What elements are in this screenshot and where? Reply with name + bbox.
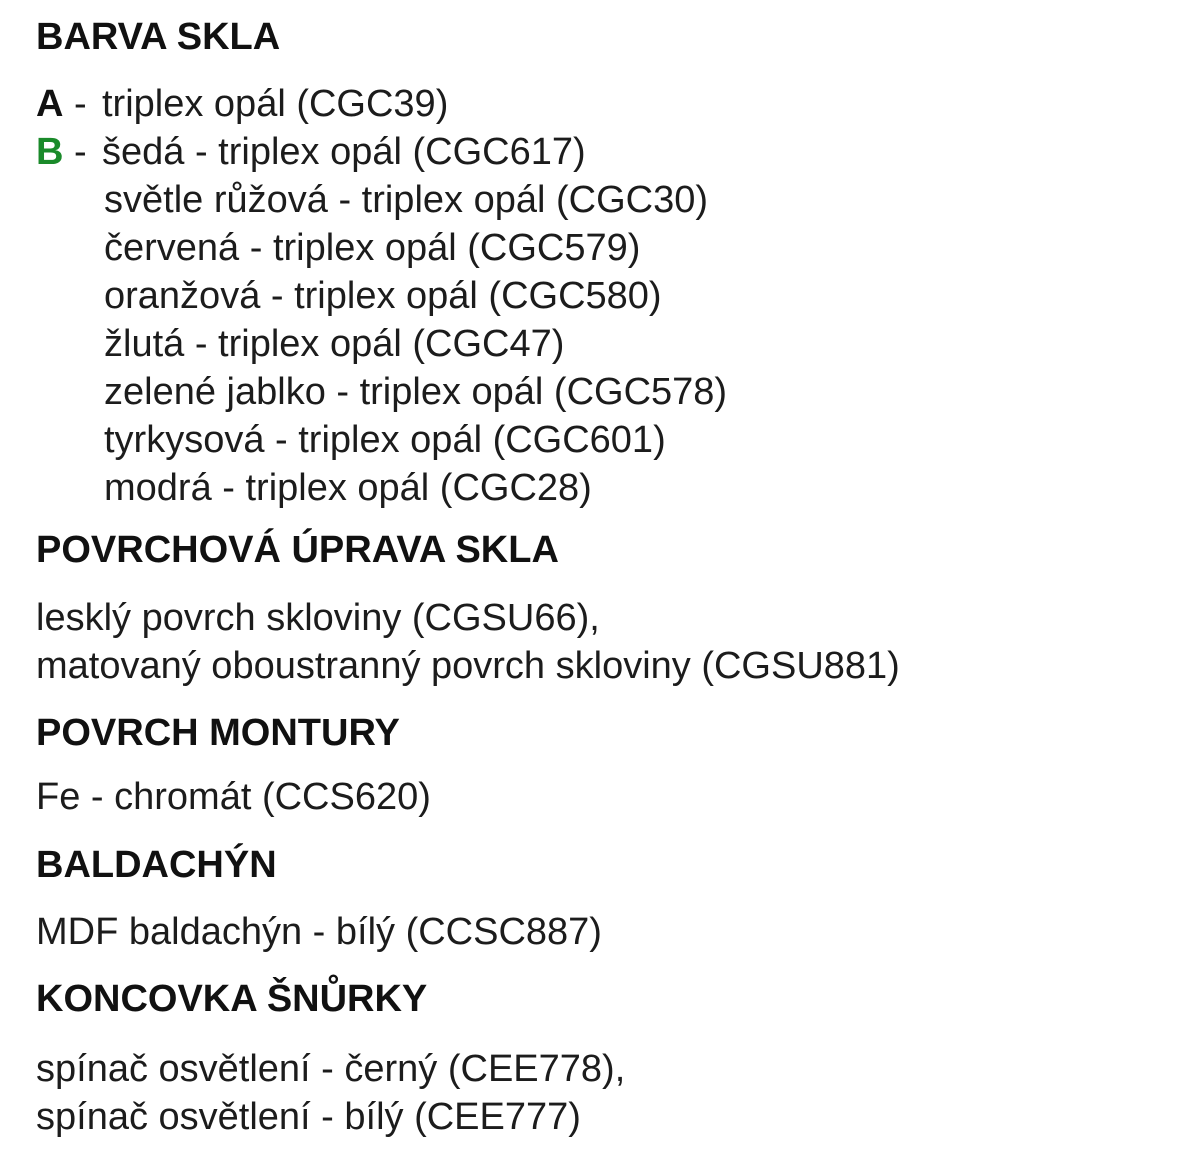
canopy-heading: BALDACHÝN	[36, 844, 277, 886]
variant-a-text: triplex opál (CGC39)	[102, 83, 449, 125]
canopy-item: MDF baldachýn - bílý (CCSC887)	[36, 911, 602, 953]
glass-surface-item: matovaný oboustranný povrch skloviny (CGSU881)	[36, 645, 900, 687]
glass-color-heading: BARVA SKLA	[36, 16, 281, 58]
variant-b-row	[36, 128, 727, 176]
frame-surface-item: Fe - chromát (CCS620)	[36, 776, 431, 818]
variant-b-option: červená - triplex opál (CGC579)	[104, 227, 641, 269]
cord-end-item: spínač osvětlení - černý (CEE778),	[36, 1048, 626, 1090]
variant-b-option: tyrkysová - triplex opál (CGC601)	[104, 419, 666, 461]
variant-a-separator: -	[74, 83, 87, 125]
variant-b-option: zelené jablko - triplex opál (CGC578)	[104, 371, 728, 413]
cord-end-item: spínač osvětlení - bílý (CEE777)	[36, 1096, 581, 1138]
variant-a-letter: A	[36, 83, 64, 125]
glass-surface-heading: POVRCHOVÁ ÚPRAVA SKLA	[36, 529, 559, 571]
variant-b-option: modrá - triplex opál (CGC28)	[104, 467, 592, 509]
variant-a-row	[36, 80, 727, 128]
canopy-list	[36, 908, 602, 956]
cord-end-list	[36, 1045, 625, 1141]
variant-b-text: šedá - triplex opál (CGC617)	[102, 131, 586, 173]
glass-surface-item: lesklý povrch skloviny (CGSU66),	[36, 597, 600, 639]
variant-b-option: světle růžová - triplex opál (CGC30)	[104, 179, 708, 221]
cord-end-heading: KONCOVKA ŠNŮRKY	[36, 978, 428, 1020]
frame-surface-heading: POVRCH MONTURY	[36, 712, 400, 754]
variant-b-separator: -	[74, 131, 87, 173]
variant-b-option: žlutá - triplex opál (CGC47)	[104, 323, 565, 365]
glass-surface-list	[36, 594, 900, 690]
glass-color-list	[36, 80, 727, 512]
variant-b-option: oranžová - triplex opál (CGC580)	[104, 275, 662, 317]
frame-surface-list	[36, 773, 431, 821]
variant-b-letter: B	[36, 131, 64, 173]
